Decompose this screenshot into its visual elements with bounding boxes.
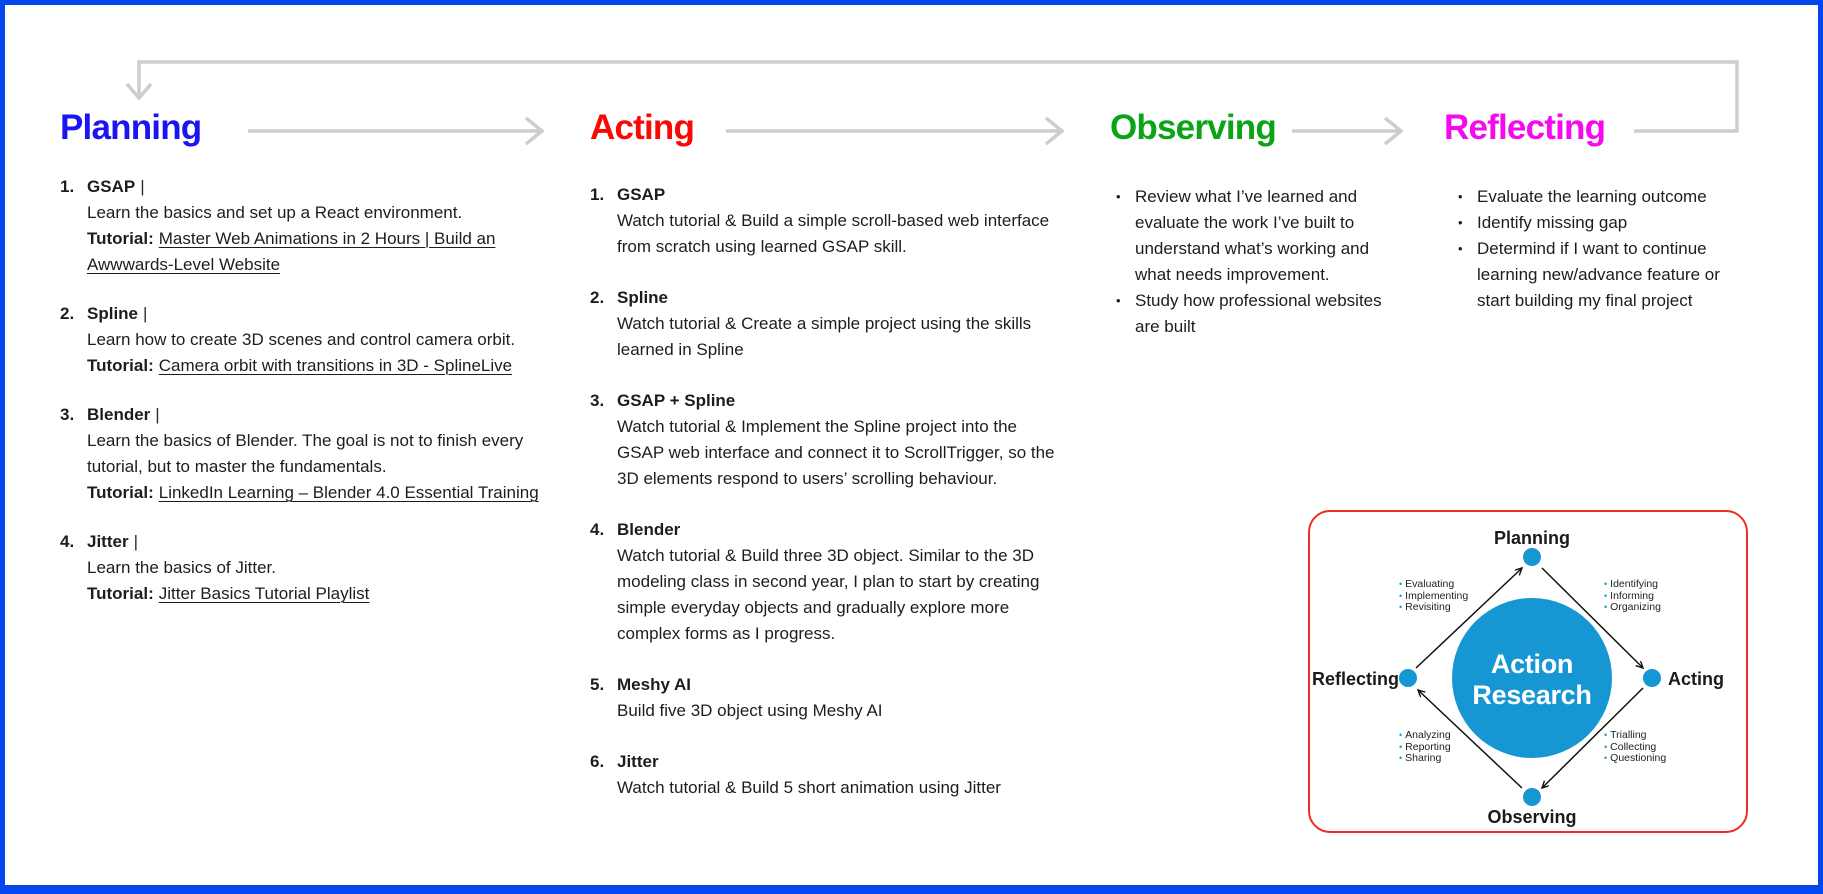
bullet-text: Identify missing gap <box>1477 213 1628 232</box>
item-description: Watch tutorial & Build three 3D object. Similar to the 3D modeling class in second year, I plan to start by creating simple everyday objects and gradually explore more complex forms as I progress. <box>617 546 1040 643</box>
planning-node-dot <box>1523 548 1541 566</box>
bullet-icon: • <box>1458 189 1463 204</box>
acting-column <box>590 182 1068 826</box>
item-number: 4. <box>590 520 605 539</box>
quadrant-item: Sharing <box>1405 752 1442 764</box>
quadrant-item: Trialling <box>1610 729 1647 741</box>
quadrant-item: Organizing <box>1610 601 1661 613</box>
reflecting-node-dot <box>1399 669 1417 687</box>
item-title: Spline <box>87 304 139 323</box>
diagram-reflecting-label: Reflecting <box>1312 669 1400 689</box>
acting-item-5 <box>590 672 1068 724</box>
pipe-divider: | <box>143 304 148 323</box>
quadrant-top-left <box>1399 579 1468 614</box>
planning-item-3 <box>60 402 552 506</box>
item-title: Jitter <box>617 752 659 771</box>
reflecting-column <box>1458 184 1778 314</box>
bullet-icon: • <box>1604 730 1608 740</box>
reflecting-bullet-3 <box>1458 236 1778 314</box>
diagram-acting-label: Acting <box>1668 669 1724 689</box>
item-title: GSAP + Spline <box>617 391 736 410</box>
planning-item-2 <box>60 301 552 379</box>
quadrant-item: Reporting <box>1405 740 1451 753</box>
action-research-cycle-diagram <box>1308 510 1748 833</box>
bullet-icon: • <box>1399 741 1403 752</box>
item-number: 5. <box>590 675 605 694</box>
item-number: 2. <box>590 288 605 307</box>
quadrant-bottom-right <box>1604 730 1666 765</box>
item-description: Learn the basics of Jitter. <box>87 558 276 577</box>
flow-arrow-acting-to-observing <box>726 118 1062 144</box>
bullet-icon: • <box>1604 602 1608 612</box>
observing-heading: Observing <box>1110 108 1276 147</box>
action-research-line2: Research <box>1472 680 1592 710</box>
item-description: Build five 3D object using Meshy AI <box>617 701 883 720</box>
observing-bullet-2 <box>1116 288 1416 340</box>
item-title: Jitter <box>87 532 129 551</box>
item-number: 3. <box>590 391 605 410</box>
quadrant-item: Questioning <box>1610 752 1667 764</box>
tutorial-label: Tutorial: <box>87 483 154 502</box>
acting-heading: Acting <box>590 108 695 147</box>
tutorial-link[interactable]: LinkedIn Learning – Blender 4.0 Essential Training <box>158 483 539 502</box>
planning-heading: Planning <box>60 108 202 147</box>
quadrant-item: Collecting <box>1610 740 1657 753</box>
quadrant-bottom-left <box>1399 730 1451 765</box>
quadrant-item: Revisiting <box>1405 601 1451 613</box>
planning-item-4 <box>60 529 552 607</box>
acting-item-3 <box>590 388 1068 492</box>
pipe-divider: | <box>140 177 145 196</box>
item-description: Watch tutorial & Build a simple scroll-based web interface from scratch using learned GSAP skill. <box>617 211 1050 256</box>
item-number: 2. <box>60 304 75 323</box>
item-title: Spline <box>617 288 669 307</box>
observing-bullet-1 <box>1116 184 1416 288</box>
acting-item-1 <box>590 182 1068 260</box>
tutorial-label: Tutorial: <box>87 584 154 603</box>
bullet-icon: • <box>1399 730 1403 740</box>
item-number: 4. <box>60 532 75 551</box>
bullet-icon: • <box>1604 741 1608 752</box>
quadrant-item: Identifying <box>1610 578 1659 590</box>
flow-arrow-observing-to-reflecting <box>1292 118 1401 144</box>
quadrant-item: Analyzing <box>1405 729 1451 741</box>
acting-item-6 <box>590 749 1068 801</box>
item-title: Blender <box>617 520 681 539</box>
bullet-text: Evaluate the learning outcome <box>1477 187 1707 206</box>
bullet-icon: • <box>1399 590 1403 601</box>
bullet-icon: • <box>1458 241 1463 256</box>
tutorial-link[interactable]: Jitter Basics Tutorial Playlist <box>158 584 370 603</box>
bullet-text: Determind if I want to continue learning new/advance feature or start building my final project <box>1477 239 1720 310</box>
bullet-icon: • <box>1116 189 1121 204</box>
quadrant-top-right <box>1604 579 1661 614</box>
bullet-icon: • <box>1399 579 1403 589</box>
action-research-line1: Action <box>1490 649 1574 679</box>
flow-arrow-planning-to-acting <box>248 118 542 144</box>
quadrant-item: Implementing <box>1405 589 1469 602</box>
pipe-divider: | <box>155 405 160 424</box>
item-description: Watch tutorial & Build 5 short animation using Jitter <box>617 778 1001 797</box>
item-title: GSAP <box>617 185 666 204</box>
item-number: 3. <box>60 405 75 424</box>
bullet-icon: • <box>1399 753 1403 763</box>
reflecting-heading: Reflecting <box>1444 108 1606 147</box>
bullet-icon: • <box>1604 753 1608 763</box>
item-description: Learn the basics of Blender. The goal is not to finish every tutorial, but to master the fundamentals. <box>87 431 524 476</box>
item-description: Learn the basics and set up a React environment. <box>87 203 463 222</box>
bullet-icon: • <box>1604 590 1608 601</box>
bullet-icon: • <box>1116 293 1121 308</box>
reflecting-bullet-2 <box>1458 210 1778 236</box>
tutorial-label: Tutorial: <box>87 229 154 248</box>
item-description: Learn how to create 3D scenes and control camera orbit. <box>87 330 516 349</box>
observing-column <box>1116 184 1416 340</box>
observing-node-dot <box>1523 788 1541 806</box>
acting-node-dot <box>1643 669 1661 687</box>
acting-item-2 <box>590 285 1068 363</box>
planning-column <box>60 174 552 630</box>
planning-item-1 <box>60 174 552 278</box>
diagram-observing-label: Observing <box>1487 807 1577 827</box>
pipe-divider: | <box>133 532 138 551</box>
bullet-text: Review what I’ve learned and evaluate the work I’ve built to understand what’s working and what needs improvement. <box>1135 187 1370 284</box>
item-title: Blender <box>87 405 151 424</box>
bullet-icon: • <box>1604 579 1608 589</box>
item-title: GSAP <box>87 177 136 196</box>
bullet-text: Study how professional websites are built <box>1135 291 1382 336</box>
item-number: 1. <box>60 177 75 196</box>
action-research-label <box>1447 649 1617 711</box>
item-title: Meshy AI <box>617 675 692 694</box>
acting-item-4 <box>590 517 1068 647</box>
quadrant-item: Informing <box>1610 589 1654 602</box>
quadrant-item: Evaluating <box>1405 578 1455 590</box>
bullet-icon: • <box>1399 602 1403 612</box>
reflecting-bullet-1 <box>1458 184 1778 210</box>
item-number: 6. <box>590 752 605 771</box>
item-description: Watch tutorial & Implement the Spline project into the GSAP web interface and connect it to ScrollTrigger, so the 3D elements respond to users’ scrolling behaviour. <box>617 417 1055 488</box>
diagram-planning-label: Planning <box>1494 528 1570 548</box>
tutorial-link[interactable]: Master Web Animations in 2 Hours | Build an Awwwards-Level Website <box>87 229 496 274</box>
item-number: 1. <box>590 185 605 204</box>
item-description: Watch tutorial & Create a simple project using the skills learned in Spline <box>617 314 1032 359</box>
tutorial-label: Tutorial: <box>87 356 154 375</box>
bullet-icon: • <box>1458 215 1463 230</box>
tutorial-link[interactable]: Camera orbit with transitions in 3D - SplineLive <box>158 356 513 375</box>
